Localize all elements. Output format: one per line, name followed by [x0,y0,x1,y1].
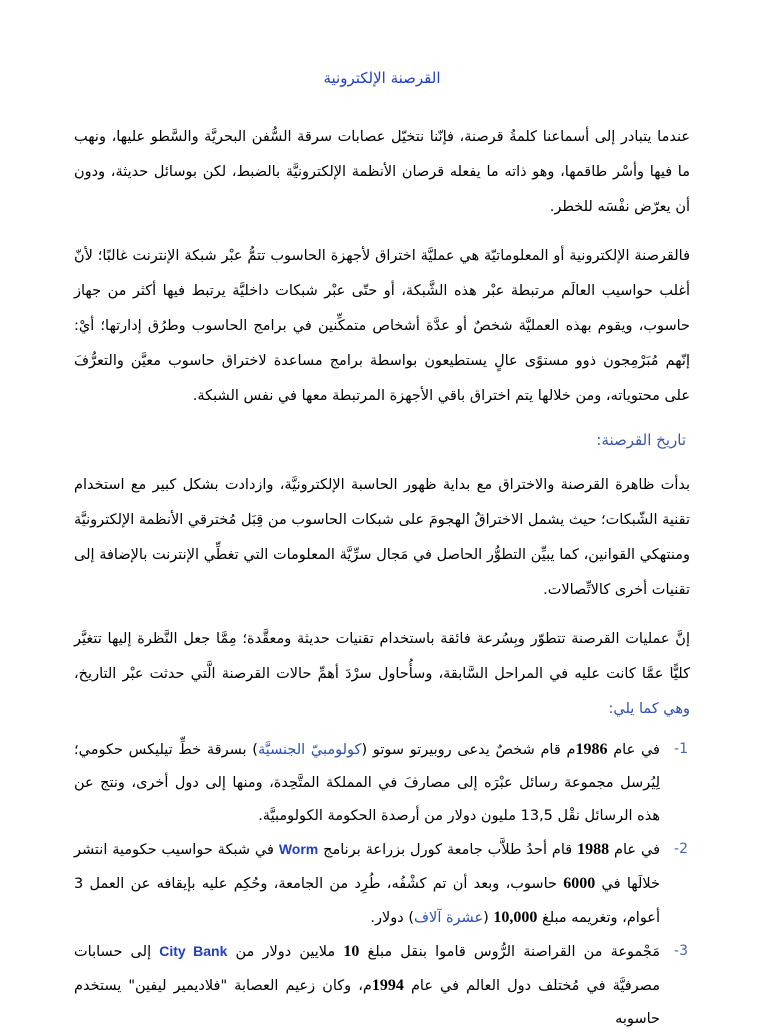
paragraph-intro: عندما يتبادر إلى أسماعنا كلمةُ قرصنة، فإنّنا نتخيّل عصابات سرقة السُّفن البحريَّة والسَّطو عليها، ونهب ما فيها وأسْر طاقمها، وهو ذاته ما يفعله قرصان الأنظمة الإلكترونيَّة بالضبط، لكن بوسائل حديثة، ودون أن يعرّض نفْسَه للخطر. [74,129,690,215]
list-highlight: كولومبيّ الجنسيَّة [257,742,362,758]
list-text: ملايين دولار من [227,944,344,960]
list-intro-text: إنَّ عمليات القرصنة تتطوّر وبِسُرعة فائقة باستخدام تقنيات حديثة ومعقَّدة؛ مِمَّا جعل النَّظرة إليها تتغيَّر كليًّا عمَّا كانت عليه في المراحل السَّابقة، وسأُحاول سرْدَ أهمِّ حالات القرصنة الَّتي حدثت عبْر التاريخ، [74,631,690,682]
list-number-value: 10,000 [493,909,538,926]
list-text: مَجْموعة من القراصنة الرُّوس قاموا بنقل مبلغ [359,944,661,960]
list-english-term: Worm [278,841,319,857]
incident-list [74,733,690,1036]
list-text: ) دولار. [370,910,415,926]
list-item [74,935,690,1036]
list-highlight: عشرة آلاف [414,910,484,926]
list-text: ) بسرقة خطِّ تيليكس حكومي؛ لِيُرسل مجموعة رسائل عبْرَه إلى مصارفَ في المملكة المتَّحِدة، ومنها إلى دول أخرى، ونتج عن هذه الرسائل نقْل 13,5 مليون دولار من أرصدة الحكومة الكولومبيَّة. [74,742,660,824]
list-text: في شبكة حواسيب حكومية انتشر خلالَها في [74,842,660,892]
list-text: إلى حسابات مصرفيَّة في مُختلف دول العالم في عام [74,944,660,994]
list-text: ( [483,910,494,926]
list-text: في عام [607,742,660,758]
section-heading-history: تاريخ القرصنة: [596,431,686,449]
list-text: م قام شخصٌ يدعى روبيرتو سوتو ( [361,742,576,758]
list-english-term: City Bank [159,943,228,959]
list-item [74,833,690,935]
list-year: 1994 [371,977,404,994]
list-number: -2 [674,841,688,857]
list-number: -1 [674,741,688,757]
list-number-value: 10 [343,943,360,960]
list-text: حاسوب، وبعد أن تم كشْفُه، طُرِد من الجامعة، وحُكِم عليه بإيقافه عن العمل 3 أعوام، وتغريمه مبلغ [74,876,660,926]
list-intro-highlight: وهي كما يلي: [608,701,690,717]
page-title: القرصنة الإلكترونية [323,69,441,87]
list-number-value: 6000 [563,875,596,892]
paragraph-history: بدأت ظاهرة القرصنة والاختراق مع بداية ظهور الحاسبة الإلكترونيَّة، وازدادت بشكل كبير مع استخدام تقنية الشّبكات؛ حيث يشمل الاختراقُ الهجومَ على شبكات الحاسوب من قِبَل مُخترقي الأنظمة الإلكترونيَّة ومنتهكي القوانين، كما يبيِّن التطوُّر الحاصل في مَجال سرِّيَّة المعلومات التي تغطِّي الإنترنت بالإضافة إلى تقنيات أخرى كالاتِّصالات. [74,477,690,598]
paragraph-list-intro [74,622,690,727]
list-text: م، وكان زعيم العصابة "فلاديمير ليفين" يستخدم حاسوبه [74,978,660,1027]
list-year: 1986 [575,741,608,758]
list-item [74,733,690,833]
paragraph-definition: فالقرصنة الإلكترونية أو المعلوماتيّة هي عمليَّة اختراق لأجهزة الحاسوب تتمُّ عبْر شبكة الإنترنت غالبًا؛ لأنّ أغلب حواسيب العالَم مرتبطة عبْر هذه الشَّبكة، أو حتّى عبْر شبكات داخليَّة يرتبط فيها أكثر من جهاز حاسوب، ويقوم بهذه العمليَّة شخصٌ أو عدَّة أشخاص متمكِّنين في برامج الحاسوب وطرُق إدارتها؛ أيْ: إنّهم مُبَرْمِجون ذوو مستوًى عالٍ يستطيعون بواسطة برامج مساعدة لاختراق حاسوب معيَّن والتعرُّفَ على محتوياته، ومن خلالها يتم اختراق باقي الأجهزة المرتبطة معها في نفس الشبكة. [74,248,690,404]
list-text: قام أحدُ طلاَّب جامعة كورل بزراعة برنامج [318,842,578,858]
list-text: في عام [609,842,660,858]
list-year: 1988 [577,841,610,858]
list-number: -3 [674,943,688,959]
